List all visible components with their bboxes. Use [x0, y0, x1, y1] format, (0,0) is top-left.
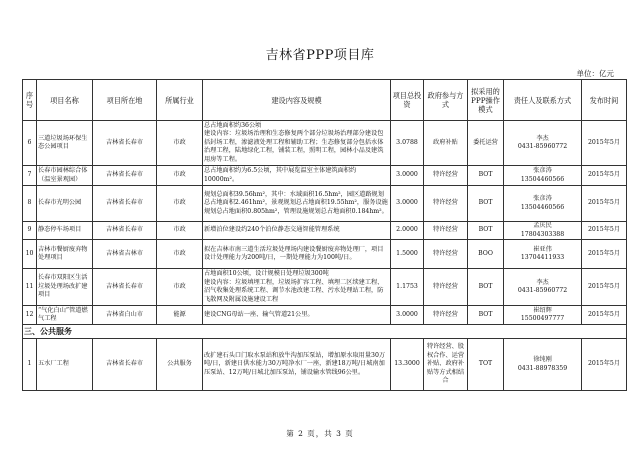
cell-industry: 市政 — [157, 186, 203, 222]
header-location: 项目所在地 — [93, 80, 157, 121]
table-row — [23, 166, 627, 186]
cell-investment: 3.0000 — [391, 166, 424, 186]
cell-industry: 能源 — [157, 306, 203, 325]
header-content: 建设内容及规模 — [203, 80, 391, 121]
cell-contact: 李杰 0431-85960772 — [504, 121, 582, 166]
cell-location: 吉林省长春市 — [93, 269, 157, 306]
cell-investment: 3.0000 — [391, 186, 424, 222]
cell-location: 吉林省吉林市 — [93, 240, 157, 269]
table-row — [23, 339, 627, 391]
header-name: 项目名称 — [37, 80, 93, 121]
table-row — [23, 222, 627, 240]
cell-content: 总占地面积约为6.5公顷，其中展览温室主体建筑面积约10000m²。 — [203, 166, 391, 186]
cell-location: 吉林省长春市 — [93, 186, 157, 222]
cell-support: 特许经营 — [424, 306, 468, 325]
cell-industry: 市政 — [157, 240, 203, 269]
cell-support: 特许经营 — [424, 166, 468, 186]
cell-support: 特许经营 — [424, 269, 468, 306]
table-row — [23, 121, 627, 166]
cell-seq: 12 — [23, 306, 37, 325]
cell-name: “气化白山”管道燃气工程 — [37, 306, 93, 325]
cell-name: 长春市园林综合体（温室景观园） — [37, 166, 93, 186]
table-row — [23, 306, 627, 325]
header-contact: 责任人及联系方式 — [504, 80, 582, 121]
cell-name: 三道垃圾场环保生态公园项目 — [37, 121, 93, 166]
cell-mode: 委托运营 — [468, 121, 504, 166]
cell-content: 新增泊位建设约240个泊位静态交通智能管理系统 — [203, 222, 391, 240]
cell-seq: 8 — [23, 186, 37, 222]
cell-industry: 市政 — [157, 121, 203, 166]
cell-investment: 3.0788 — [391, 121, 424, 166]
cell-date: 2015年5月 — [582, 269, 627, 306]
cell-content: 改扩建石头口门取水泵站和放牛沟加压泵站，增加原水取用量30万吨/日，新建日供水能力30万吨净水厂一座，新建18万吨/日城南加压泵站、12万吨/日城北加压泵站，铺设输水管线96公里。 — [203, 339, 391, 391]
header-seq: 序号 — [23, 80, 37, 121]
cell-contact: 徐纯刚 0431-88978359 — [504, 339, 582, 391]
page-footer: 第 2 页，共 3 页 — [286, 429, 354, 438]
header-date: 发布时间 — [582, 80, 627, 121]
cell-investment: 2.0000 — [391, 222, 424, 240]
cell-contact: 崔亚伟 13704411933 — [504, 240, 582, 269]
cell-contact: 张彦涛 13504460566 — [504, 166, 582, 186]
cell-date: 2015年5月 — [582, 222, 627, 240]
cell-mode: BOT — [468, 166, 504, 186]
cell-support: 特许经营 — [424, 222, 468, 240]
section-row — [23, 325, 627, 339]
cell-investment: 1.5000 — [391, 240, 424, 269]
cell-seq: 10 — [23, 240, 37, 269]
cell-name: 长春市光明公园 — [37, 186, 93, 222]
cell-seq: 6 — [23, 121, 37, 166]
table-row — [23, 240, 627, 269]
cell-support: 政府补贴 — [424, 121, 468, 166]
header-mode: 拟采用的PPP操作模式 — [468, 80, 504, 121]
project-table — [22, 79, 627, 391]
cell-mode: TOT — [468, 339, 504, 391]
cell-seq: 7 — [23, 166, 37, 186]
cell-mode: BOT — [468, 186, 504, 222]
header-industry: 所属行业 — [157, 80, 203, 121]
cell-content: 规划总面积39.56hm²，其中：水域面积16.5hm²，园区道路规划总占地面积2.461hm²，景观规划总占地面积19.55hm²，服务设施规划总占地面积0.805hm²，管理设施规划总占地面积0.184hm²。 — [203, 186, 391, 222]
cell-industry: 市政 — [157, 269, 203, 306]
cell-contact: 李杰 0431-85960772 — [504, 269, 582, 306]
cell-location: 吉林省长春市 — [93, 339, 157, 391]
cell-date: 2015年5月 — [582, 121, 627, 166]
cell-support: 特许经营、股权合作、运营补贴、政府补贴等方式相结合 — [424, 339, 468, 391]
cell-date: 2015年5月 — [582, 339, 627, 391]
cell-name: 五水厂工程 — [37, 339, 93, 391]
cell-seq: 1 — [23, 339, 37, 391]
cell-investment: 1.1753 — [391, 269, 424, 306]
unit-label: 单位：亿元 — [576, 69, 614, 78]
cell-content: 建设CNG母站一座、输气管道21公里。 — [203, 306, 391, 325]
cell-support: 特许经营 — [424, 240, 468, 269]
cell-contact: 张彦涛 13504460566 — [504, 186, 582, 222]
cell-name: 吉林市餐厨废弃物处理项目 — [37, 240, 93, 269]
cell-industry: 市政 — [157, 222, 203, 240]
cell-date: 2015年5月 — [582, 186, 627, 222]
cell-location: 吉林省长春市 — [93, 222, 157, 240]
cell-location: 吉林省长春市 — [93, 121, 157, 166]
cell-content: 总占地面积约36公顷 建设内容：垃圾场治理和生态修复两个部分垃圾场治理部分建设包括封场工程，渗滤液处理工程和辅助工程；生态修复部分包括水体治理工程，陆地绿化工程，铺装工程，照明工程，园林小品及建筑用房等工程。 — [203, 121, 391, 166]
header-investment: 项目总投资 — [391, 80, 424, 121]
section-title: 三、公共服务 — [23, 325, 627, 339]
cell-location: 吉林省长春市 — [93, 166, 157, 186]
cell-mode: BOT — [468, 269, 504, 306]
table-row — [23, 269, 627, 306]
cell-name: 静态停车场项目 — [37, 222, 93, 240]
cell-contact: 孟庆民 17804303388 — [504, 222, 582, 240]
cell-date: 2015年5月 — [582, 306, 627, 325]
cell-investment: 3.0000 — [391, 306, 424, 325]
cell-mode: BOT — [468, 306, 504, 325]
page-title: 吉林省PPP项目库 — [265, 48, 375, 63]
cell-mode: BOO — [468, 240, 504, 269]
cell-location: 吉林省白山市 — [93, 306, 157, 325]
cell-content: 拟在吉林市南三道生活垃圾处理场内建设餐厨废弃物处理厂，项目设计处理能力为200吨/日，一期处理能力为100吨/日。 — [203, 240, 391, 269]
table-row — [23, 186, 627, 222]
cell-content: 占地面积10公顷，设计规模日处理垃圾300吨 建设内容：垃圾填埋工程，垃圾场扩容工程、填埋二区续建工程、沼气收集处理系统工程、调节水池改建工程、污水处理站工程，防飞散网及附属设施建设工程 — [203, 269, 391, 306]
cell-investment: 13.3000 — [391, 339, 424, 391]
header-support: 政府参与方式 — [424, 80, 468, 121]
cell-seq: 9 — [23, 222, 37, 240]
cell-contact: 崔绍辉 15500497777 — [504, 306, 582, 325]
cell-date: 2015年5月 — [582, 166, 627, 186]
cell-mode: BOT — [468, 222, 504, 240]
cell-date: 2015年5月 — [582, 240, 627, 269]
header-row — [23, 80, 627, 121]
cell-industry: 公共服务 — [157, 339, 203, 391]
cell-industry: 市政 — [157, 166, 203, 186]
cell-name: 长春市双阳区生活垃圾处理场改扩建项目 — [37, 269, 93, 306]
cell-seq: 11 — [23, 269, 37, 306]
cell-support: 特许经营 — [424, 186, 468, 222]
